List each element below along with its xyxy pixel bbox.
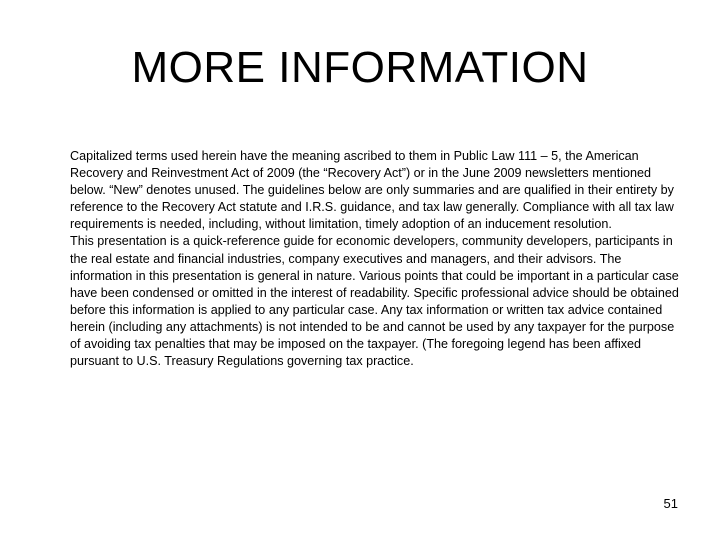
slide-title: MORE INFORMATION: [131, 43, 589, 92]
page-number: 51: [663, 496, 678, 511]
disclaimer-paragraph-presentation: This presentation is a quick-reference guide for economic developers, community developers, participants in the real estate and financial industries, company executives and managers, and their advisors. The information in this presentation is general in nature. Various points that could be important in a particular case have been condensed or omitted in the interest of readability. Specific professional advice should be obtained before this information is applied to any particular case. Any tax information or written tax advice contained herein (including any attachments) is not intended to be and cannot be used by any taxpayer for the purpose of avoiding tax penalties that may be imposed on the taxpayer. (The foregoing legend has been affixed pursuant to U.S. Treasury Regulations governing tax practice.: [70, 234, 679, 369]
slide-body: [70, 148, 682, 370]
disclaimer-paragraph-recovery-act: Capitalized terms used herein have the meaning ascribed to them in Public Law 111 – 5, the American Recovery and Reinvestment Act of 2009 (the “Recovery Act”) or in the June 2009 newsletters mentioned below. “New” denotes unused. The guidelines below are only summaries and are qualified in their entirety by reference to the Recovery Act statute and I.R.S. guidance, and tax law generally. Compliance with all tax law requirements is needed, including, without limitation, timely adoption of an inducement resolution.: [70, 149, 674, 232]
